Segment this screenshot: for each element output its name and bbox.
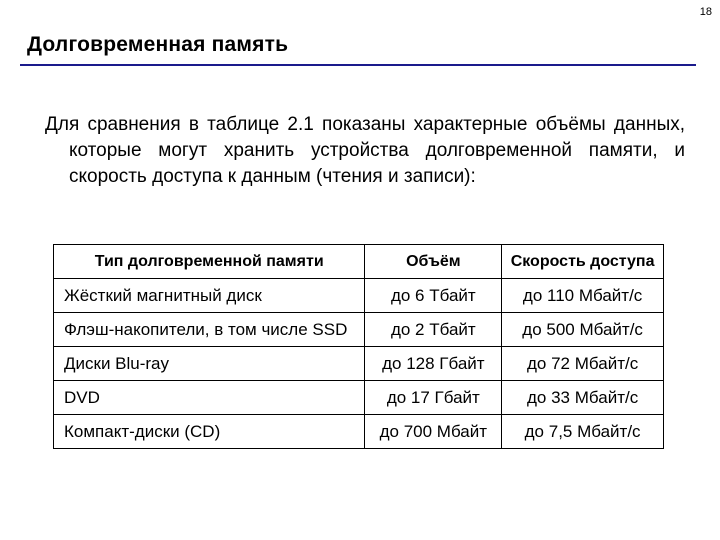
cell-volume: до 700 Мбайт: [365, 415, 502, 449]
table-row: [54, 313, 664, 347]
body-paragraph: Для сравнения в таблице 2.1 показаны характерные объёмы данных, которые могут хранить устройства долговременной памяти, и скорость доступа к данным (чтения и записи):: [45, 114, 685, 187]
cell-volume: до 2 Тбайт: [365, 313, 502, 347]
cell-speed: до 7,5 Мбайт/с: [502, 415, 664, 449]
storage-comparison-table: [53, 244, 664, 449]
cell-type: Жёсткий магнитный диск: [54, 279, 365, 313]
cell-speed: до 33 Мбайт/с: [502, 381, 664, 415]
table-row: [54, 415, 664, 449]
header-type: Тип долговременной памяти: [54, 245, 365, 279]
cell-volume: до 17 Гбайт: [365, 381, 502, 415]
table-row: [54, 279, 664, 313]
cell-type: Компакт-диски (CD): [54, 415, 365, 449]
table-header-row: [54, 245, 664, 279]
header-volume: Объём: [365, 245, 502, 279]
header-speed: Скорость доступа: [502, 245, 664, 279]
cell-speed: до 72 Мбайт/с: [502, 347, 664, 381]
cell-type: DVD: [54, 381, 365, 415]
cell-volume: до 128 Гбайт: [365, 347, 502, 381]
storage-table-container: [53, 244, 664, 449]
cell-speed: до 110 Мбайт/с: [502, 279, 664, 313]
cell-type: Диски Blu-ray: [54, 347, 365, 381]
table-row: [54, 381, 664, 415]
cell-type: Флэш-накопители, в том числе SSD: [54, 313, 365, 347]
cell-volume: до 6 Тбайт: [365, 279, 502, 313]
cell-speed: до 500 Мбайт/с: [502, 313, 664, 347]
slide-title: Долговременная память: [27, 33, 289, 56]
page-number: 18: [699, 6, 712, 18]
table-row: [54, 347, 664, 381]
title-divider: [20, 64, 696, 66]
